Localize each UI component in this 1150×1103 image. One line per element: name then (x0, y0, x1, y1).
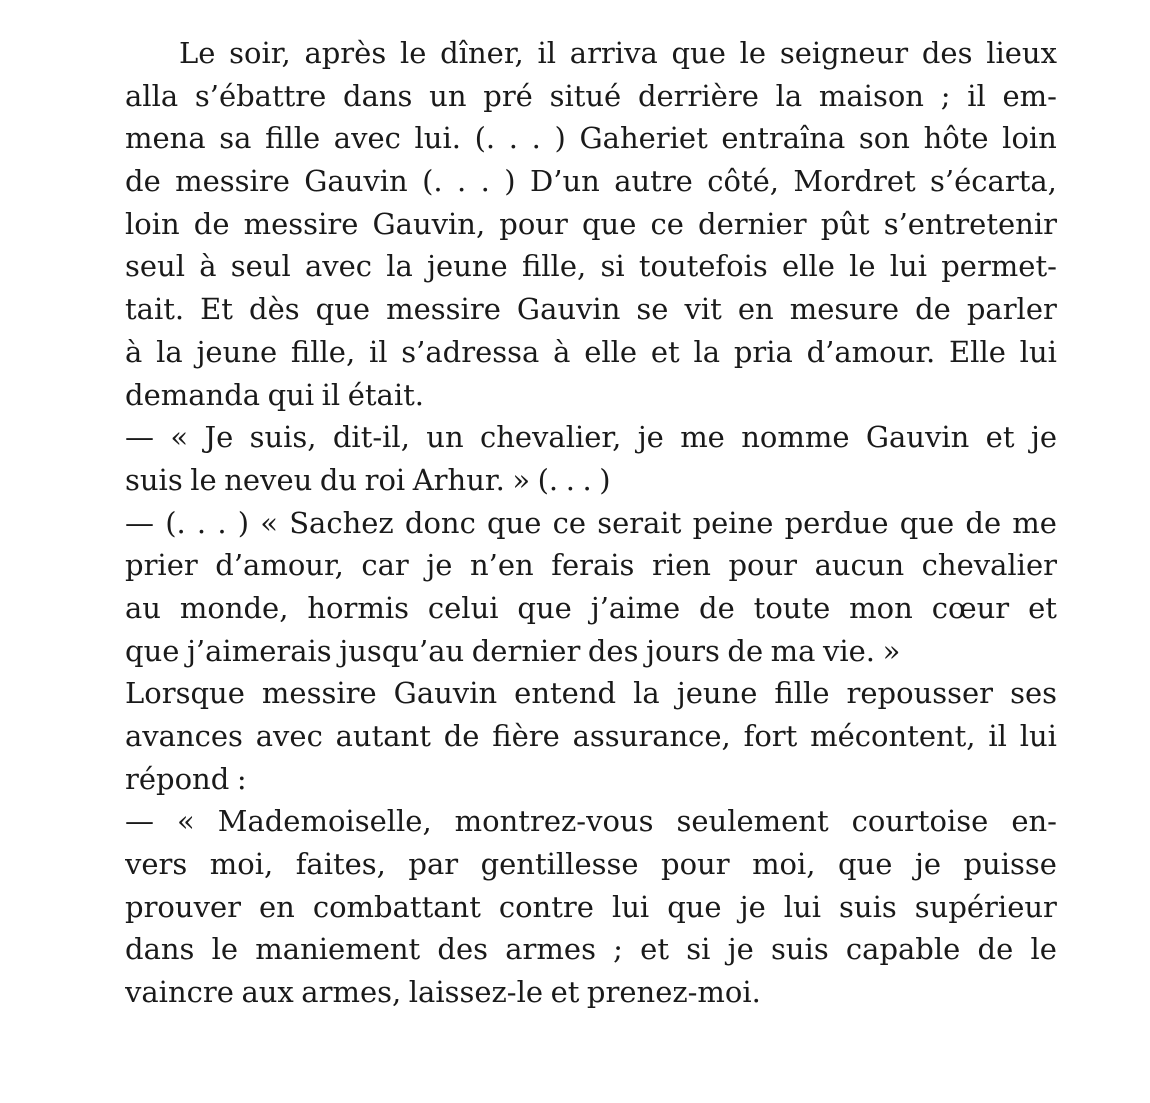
word: toutefois (638, 249, 768, 284)
word: que (671, 36, 726, 70)
word: maniement (255, 932, 421, 967)
word: (. (165, 505, 186, 540)
word: derrière (637, 78, 759, 113)
word: loin (1002, 121, 1057, 156)
text-line (125, 32, 1057, 75)
word: peine (692, 505, 774, 540)
text-line (125, 672, 1057, 715)
word: du (319, 462, 358, 497)
word: un (426, 420, 464, 455)
word: seul (125, 249, 185, 284)
word: côté, (707, 164, 779, 199)
word: suis (839, 889, 897, 924)
word: pour (661, 847, 730, 882)
word: s’ébattre (194, 78, 327, 113)
word: » (512, 462, 531, 497)
text-block (125, 32, 1057, 1014)
word: ; (940, 78, 951, 113)
word: ses (1010, 676, 1057, 711)
word: se (636, 292, 669, 327)
word: arriva (569, 36, 658, 70)
word: roi (364, 462, 406, 497)
word: dans (125, 932, 195, 967)
word: Mademoiselle, (217, 804, 432, 839)
word: après (304, 36, 387, 70)
text-line (125, 843, 1057, 886)
word: capable (845, 932, 961, 967)
word: toute (753, 590, 831, 625)
word: je (1030, 420, 1057, 455)
word: et (640, 932, 669, 967)
word: lui (889, 249, 927, 284)
word: en (737, 292, 774, 327)
word: me (680, 420, 725, 455)
word: que (315, 292, 371, 327)
word: Gauvin (304, 164, 408, 199)
text-line (125, 758, 1057, 801)
word: de (125, 164, 161, 199)
word: messire (261, 676, 377, 711)
text-line (125, 374, 1057, 417)
word: (. (474, 121, 496, 156)
word: d’amour, (215, 548, 344, 583)
text-line (125, 117, 1057, 160)
word: dîner, (440, 36, 524, 70)
text-line (125, 800, 1057, 843)
word: suis, (249, 420, 317, 455)
word: . (582, 462, 592, 497)
word: à (199, 249, 217, 284)
word: soir, (229, 36, 291, 70)
word: le (849, 249, 876, 284)
word: — (125, 420, 154, 455)
word: tait. (125, 292, 185, 327)
word: avec (304, 249, 373, 284)
word: faites, (295, 847, 386, 882)
word: neveu (224, 462, 313, 497)
word: ) (504, 164, 516, 199)
word: donc (404, 505, 476, 540)
word: demanda (125, 377, 261, 412)
text-line (125, 928, 1057, 971)
word: que (899, 505, 955, 540)
word: aux (241, 975, 294, 1010)
text-line (125, 75, 1057, 118)
word: de (727, 633, 764, 668)
word: avec (255, 719, 323, 753)
word: elle (584, 334, 638, 369)
word: mena (125, 121, 206, 156)
word: si (600, 249, 625, 284)
word: . (508, 121, 519, 156)
word: je (637, 420, 664, 455)
word: Mordret (793, 164, 916, 199)
word: armes, (301, 975, 402, 1010)
text-line (125, 502, 1057, 545)
word: prier (125, 548, 198, 583)
word: aucun (814, 548, 905, 583)
word: vie. (822, 633, 876, 668)
word: Elle (949, 334, 1006, 369)
word: armes (505, 932, 596, 967)
word: répond (125, 761, 230, 796)
word: Et (200, 292, 233, 327)
word: il (537, 36, 557, 70)
word: — (125, 505, 154, 540)
word: la (633, 676, 660, 711)
word: celui (427, 590, 499, 625)
word: rien (651, 548, 711, 583)
word: la (775, 78, 803, 113)
word: dernier (471, 633, 581, 668)
word: messire (175, 164, 290, 199)
word: mécontent, (810, 719, 976, 753)
word: pût (820, 206, 870, 241)
word: gentillesse (480, 847, 639, 882)
word: par (408, 847, 459, 882)
word: j’aimerais (186, 633, 332, 668)
word: j’aime (590, 590, 681, 625)
word: situé (549, 78, 622, 113)
word: je (739, 889, 766, 924)
word: « (177, 804, 195, 839)
word: cœur (931, 590, 1010, 625)
word: me (1012, 505, 1057, 540)
word: le (211, 932, 239, 967)
word: de (443, 719, 480, 753)
word: le (399, 36, 427, 70)
text-line (125, 331, 1057, 374)
word: dernier (698, 206, 807, 241)
text-line (125, 587, 1057, 630)
word: Arhur. (412, 462, 505, 497)
word: . (196, 505, 207, 540)
word: ) (599, 462, 611, 497)
word: un (429, 78, 467, 113)
word: de (193, 206, 230, 241)
word: lui (611, 889, 650, 924)
word: dans (343, 78, 413, 113)
word: s’écarta, (930, 164, 1057, 199)
word: de (699, 590, 735, 625)
word: pré (483, 78, 533, 113)
word: lieux (986, 36, 1057, 70)
word: — (125, 804, 154, 839)
text-line (125, 630, 1057, 673)
word: que (487, 505, 542, 540)
word: Gauvin (516, 292, 621, 327)
word: puisse (963, 847, 1057, 882)
word: elle (782, 249, 835, 284)
word: : (236, 761, 247, 796)
word: lui. (414, 121, 461, 156)
word: avec (333, 121, 401, 156)
word: repousser (846, 676, 994, 711)
word: moi, (209, 847, 274, 882)
word: avances (125, 719, 243, 753)
word: le (739, 36, 767, 70)
word: em- (1002, 78, 1057, 113)
word: fille (265, 121, 321, 156)
word: pria (733, 334, 793, 369)
word: fille, (521, 249, 587, 284)
text-line (125, 160, 1057, 203)
word: je (426, 548, 453, 583)
word: seigneur (779, 36, 909, 70)
word: jours (645, 633, 720, 668)
word: je (914, 847, 942, 882)
word: Sachez (289, 505, 394, 540)
word: fort (743, 719, 798, 753)
word: ce (552, 505, 587, 540)
word: en- (1011, 804, 1057, 839)
word: la (156, 334, 183, 369)
word: vers (125, 847, 188, 882)
word: lui (1019, 719, 1057, 753)
word: prouver (125, 889, 241, 924)
word: lui (1019, 334, 1057, 369)
word: « (260, 505, 278, 540)
word: fille, (290, 334, 356, 369)
word: la (386, 249, 413, 284)
word: s’adressa (401, 334, 540, 369)
word: de (977, 932, 1014, 967)
word: messire (243, 206, 359, 241)
word: que (125, 633, 180, 668)
word: pour (499, 206, 568, 241)
word: que (667, 889, 722, 924)
word: (. (537, 462, 559, 497)
text-line (125, 459, 1057, 502)
word: et (1028, 590, 1057, 625)
word: jusqu’au (339, 633, 465, 668)
word: nomme (741, 420, 850, 455)
word: chevalier, (479, 420, 622, 455)
word: si (686, 932, 711, 967)
word: messire (386, 292, 501, 327)
word: combattant (312, 889, 481, 924)
word: que (517, 590, 572, 625)
word: autre (614, 164, 693, 199)
text-line (125, 886, 1057, 929)
word: le (190, 462, 217, 497)
text-line (125, 971, 1057, 1014)
text-line (125, 715, 1057, 758)
word: que (837, 847, 893, 882)
word: seul (230, 249, 291, 284)
word: Lorsque (125, 676, 245, 711)
word: à (125, 334, 143, 369)
word: Gauvin (393, 676, 498, 711)
word: car (361, 548, 409, 583)
word: Gaheriet (579, 121, 708, 156)
word: s’entretenir (883, 206, 1057, 241)
word: . (217, 505, 227, 540)
word: lui (783, 889, 822, 924)
word: il (988, 719, 1007, 753)
word: fille (774, 676, 830, 711)
word: entend (514, 676, 617, 711)
word: en (259, 889, 295, 924)
word: Gauvin, (372, 206, 486, 241)
word: laissez-le (408, 975, 544, 1010)
word: assurance, (572, 719, 731, 753)
word: ) (237, 505, 250, 540)
word: D’un (529, 164, 600, 199)
text-line (125, 245, 1057, 288)
word: des (587, 633, 639, 668)
word: prenez-moi. (586, 975, 761, 1010)
word: et (650, 334, 680, 369)
word: ferais (551, 548, 635, 583)
word: était. (347, 377, 424, 412)
word: . (457, 164, 467, 199)
word: maison (818, 78, 924, 113)
word: chevalier (921, 548, 1057, 583)
word: pour (728, 548, 798, 583)
word: Gauvin (865, 420, 970, 455)
text-line (125, 203, 1057, 246)
word: mesure (789, 292, 900, 327)
word: . (480, 164, 490, 199)
word: contre (498, 889, 594, 924)
word: au (125, 590, 161, 625)
word: sa (219, 121, 252, 156)
word: » (882, 633, 901, 668)
word: à (553, 334, 571, 369)
word: dit-il, (332, 420, 410, 455)
word: parler (966, 292, 1057, 327)
word: des (437, 932, 489, 967)
word: hormis (307, 590, 409, 625)
word: courtoise (851, 804, 989, 839)
word: loin (125, 206, 180, 241)
word: vit (684, 292, 722, 327)
word: seulement (676, 804, 829, 839)
word: hôte (923, 121, 989, 156)
text-line (125, 288, 1057, 331)
word: supérieur (914, 889, 1057, 924)
word: et (985, 420, 1015, 455)
word: ) (554, 121, 566, 156)
word: il (368, 334, 388, 369)
word: de (915, 292, 951, 327)
word: de (965, 505, 1002, 540)
word: . (565, 462, 575, 497)
word: perdue (784, 505, 889, 540)
word: dès (249, 292, 300, 327)
word: « (170, 420, 189, 455)
word: n’en (469, 548, 534, 583)
word: la (693, 334, 721, 369)
word: mon (849, 590, 913, 625)
word: le (1030, 932, 1057, 967)
word: (. (422, 164, 443, 199)
word: ce (650, 206, 684, 241)
word: qui (267, 377, 315, 412)
word: je (727, 932, 754, 967)
word: vaincre (125, 975, 234, 1010)
word: alla (125, 78, 179, 113)
word: des (921, 36, 973, 70)
word: il (967, 78, 986, 113)
word: moi, (752, 847, 816, 882)
word: serait (597, 505, 682, 540)
word: et (550, 975, 580, 1010)
word: jeune (427, 249, 508, 284)
word: jeune (676, 676, 758, 711)
word: montrez-vous (454, 804, 654, 839)
word: il (321, 377, 341, 412)
text-line (125, 416, 1057, 459)
word: suis (125, 462, 183, 497)
text-line (125, 544, 1057, 587)
word: jeune (196, 334, 278, 369)
word: autant (335, 719, 431, 753)
word: son (858, 121, 910, 156)
word: d’amour. (806, 334, 936, 369)
word: permet- (941, 249, 1057, 284)
word: ma (770, 633, 816, 668)
word: ; (613, 932, 623, 967)
word: . (531, 121, 541, 156)
word: Le (179, 36, 216, 70)
word: Je (204, 420, 234, 455)
word: fière (492, 719, 560, 753)
word: suis (770, 932, 829, 967)
word: entraîna (721, 121, 846, 156)
word: que (581, 206, 637, 241)
word: monde, (179, 590, 289, 625)
